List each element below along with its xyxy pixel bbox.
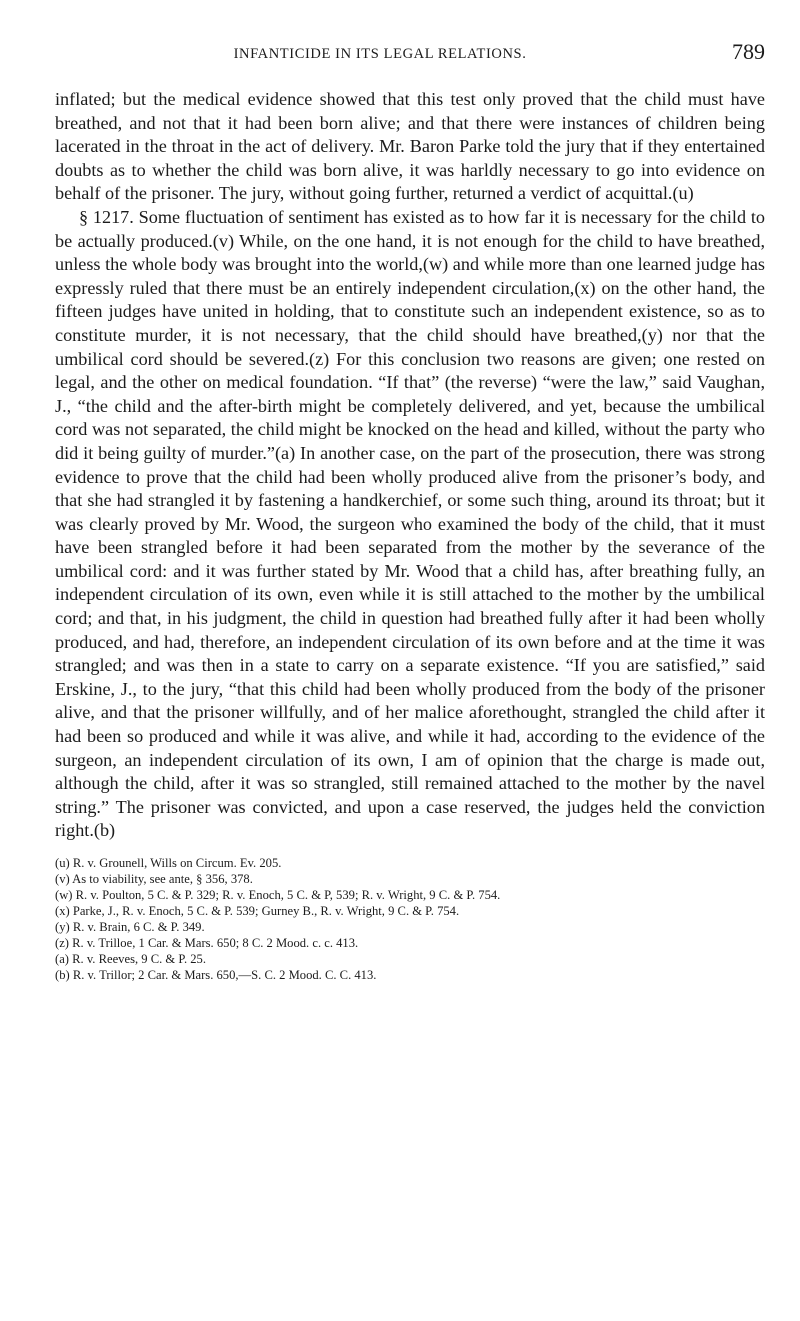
page-number: 789 <box>732 39 765 64</box>
footnote-v: (v) As to viability, see ante, § 356, 378. <box>55 872 253 886</box>
footnote-a: (a) R. v. Reeves, 9 C. & P. 25. <box>55 952 206 966</box>
footnotes <box>55 855 765 983</box>
book-page <box>55 0 765 983</box>
footnote-u: (u) R. v. Grounell, Wills on Circum. Ev. 205. <box>55 856 282 870</box>
paragraph-continuation: inflated; but the medical evidence showed that this test only proved that the child must have breathed, and not that it had been born alive; and that there were instances of children being lacerated in the throat in the act of delivery. Mr. Baron Parke told the jury that if they entertained doubts as to whether the child was born alive, it was harldly necessary to go into evidence on behalf of the prisoner. The jury, without going further, returned a verdict of acquittal.(u) <box>55 89 765 204</box>
running-title: INFANTICIDE IN ITS LEGAL RELATIONS. <box>233 46 527 62</box>
footnote-w: (w) R. v. Poulton, 5 C. & P. 329; R. v. Enoch, 5 C. & P, 539; R. v. Wright, 9 C. & P. 754. <box>55 888 501 902</box>
footnote-x: (x) Parke, J., R. v. Enoch, 5 C. & P. 539; Gurney B., R. v. Wright, 9 C. & P. 754. <box>55 904 460 918</box>
footnote-y: (y) R. v. Brain, 6 C. & P. 349. <box>55 920 205 934</box>
running-head <box>55 0 765 64</box>
footnote-z: (z) R. v. Trilloe, 1 Car. & Mars. 650; 8 C. 2 Mood. c. c. 413. <box>55 936 359 950</box>
body-text <box>55 88 765 843</box>
paragraph-section-1217: § 1217. Some fluctuation of sentiment has existed as to how far it is necessary for the child to be actually produced.(v) While, on the one hand, it is not enough for the child to have breathed, unless the whole body was brought into the world,(w) and while more than one learned judge has expressly ruled that there must be an entirely independent circulation,(x) on the other hand, the fifteen judges have united in holding, that to constitute such an independent existence, so as to constitute murder, it is not necessary, that the child should have breathed,(y) nor that the umbilical cord should be severed.(z) For this conclusion two reasons are given; one rested on legal, and the other on medical foundation. “If that” (the reverse) “were the law,” said Vaughan, J., “the child and the after-birth might be completely delivered, and yet, because the umbilical cord was not separated, the child might be knocked on the head and killed, without the party who did it being guilty of murder.”(a) In another case, on the part of the prosecution, there was strong evidence to prove that the child had been wholly produced alive from the prisoner’s body, and that she had strangled it by fastening a handkerchief, or some such thing, around its throat; but it was clearly proved by Mr. Wood, the surgeon who examined the body of the child, that it must have been strangled before it had been separated from the mother by the severance of the umbilical cord: and it was further stated by Mr. Wood that a child has, after breathing fully, an independent circulation of its own, even while it is still attached to the mother by the umbilical cord; and that, in his judgment, the child in question had breathed fully after it had been wholly produced, and had, therefore, an independent circulation of its own before and at the time it was strangled; and was then in a state to carry on a separate existence. “If you are satisfied,” said Erskine, J., to the jury, “that this child had been wholly produced from the body of the prisoner alive, and that the prisoner willfully, and of her malice aforethought, strangled the child after it had been so produced and while it was alive, and while it had, according to the evidence of the surgeon, an independent circulation of its own, I am of opinion that the charge is made out, although the child, after it was so strangled, still remained attached to the mother by the navel string.” The prisoner was convicted, and upon a case reserved, the judges held the conviction right.(b) <box>55 206 765 841</box>
footnote-b: (b) R. v. Trillor; 2 Car. & Mars. 650,—S. C. 2 Mood. C. C. 413. <box>55 968 377 982</box>
